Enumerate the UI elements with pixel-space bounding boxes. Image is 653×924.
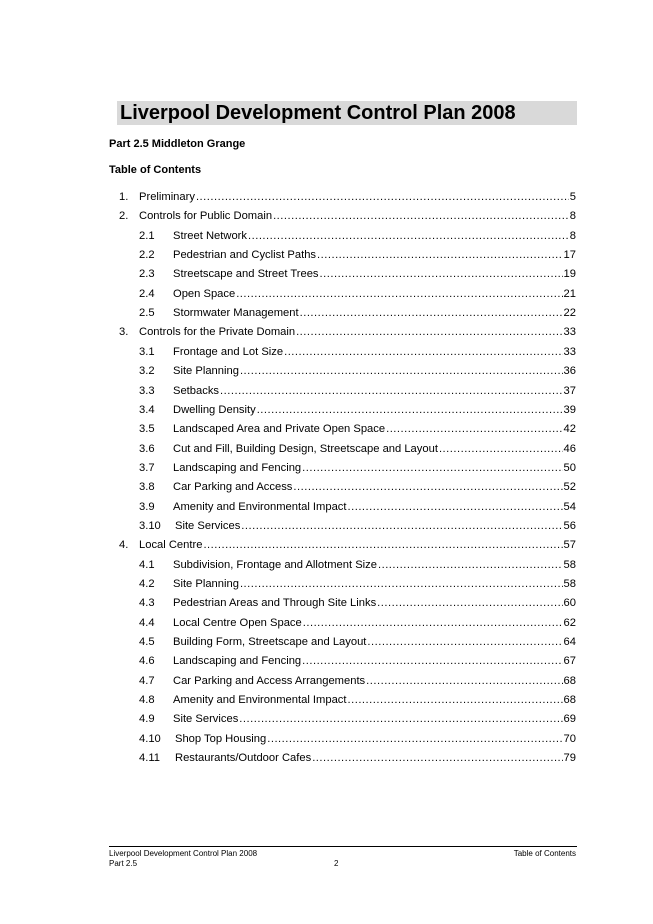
toc-entry[interactable] (139, 440, 576, 459)
toc-entry[interactable] (139, 459, 576, 478)
toc-entry-page: 58 (563, 578, 576, 590)
toc-entry[interactable] (139, 691, 576, 710)
toc-entry-number: 4.7 (139, 674, 155, 687)
toc-entry-page: 42 (563, 423, 576, 436)
toc-entry-page: 33 (563, 326, 576, 339)
toc-entry-page: 17 (563, 249, 576, 262)
toc-entry-number: 3.7 (139, 461, 155, 474)
toc-entry[interactable] (139, 285, 576, 304)
toc-entry-number: 4.2 (139, 578, 155, 590)
toc-leader-dots (378, 556, 563, 575)
toc-entry-page: 70 (563, 732, 576, 745)
toc-entry-page: 79 (563, 752, 576, 765)
toc-leader-dots (367, 633, 562, 652)
toc-leader-dots (284, 343, 562, 362)
toc-entry[interactable] (139, 672, 576, 691)
toc-entry-title: Subdivision, Frontage and Allotment Size (173, 558, 377, 571)
toc-entry-number: 4.3 (139, 597, 155, 610)
toc-entry[interactable] (139, 710, 576, 729)
toc-entry-page: 21 (563, 287, 576, 300)
toc-entry-title: Local Centre (139, 539, 203, 552)
toc-leader-dots (273, 207, 569, 226)
toc-entry-title: Cut and Fill, Building Design, Streetscape and Layout (173, 442, 438, 455)
toc-entry-page: 60 (563, 597, 576, 610)
toc-entry-title: Stormwater Management (173, 307, 299, 320)
toc-entry-number: 3.9 (139, 500, 155, 513)
toc-entry-page: 64 (563, 636, 576, 649)
toc-entry-page: 56 (563, 519, 576, 532)
toc-leader-dots (240, 362, 563, 381)
toc-entry-page: 68 (563, 694, 576, 707)
toc-entry-title: Restaurants/Outdoor Cafes (175, 752, 312, 765)
toc-entry[interactable] (139, 730, 576, 749)
toc-entry-title: Site Planning (173, 578, 239, 590)
toc-entry[interactable] (139, 575, 576, 594)
toc-entry-page: 46 (563, 442, 576, 455)
toc-leader-dots (240, 575, 563, 594)
toc-entry-title: Pedestrian and Cyclist Paths (173, 249, 317, 262)
toc-leader-dots (302, 459, 562, 478)
toc-leader-dots (302, 652, 562, 671)
toc-entry-number: 4.4 (139, 616, 155, 629)
toc-entry[interactable] (139, 227, 576, 246)
toc-entry[interactable] (139, 401, 576, 420)
toc-leader-dots (296, 323, 562, 342)
toc-leader-dots (300, 304, 563, 323)
toc-entry-page: 8 (569, 229, 576, 242)
toc-entry-page: 67 (563, 655, 576, 668)
toc-entry-number: 4.5 (139, 636, 155, 649)
toc-entry-number: 3.10 (139, 519, 161, 532)
toc-entry-page: 37 (563, 384, 576, 397)
footer-page-number: 2 (334, 859, 339, 868)
toc-entry-title: Open Space (173, 287, 236, 300)
toc-entry[interactable] (139, 652, 576, 671)
toc-leader-dots (248, 227, 569, 246)
footer-part: Part 2.5 (109, 859, 138, 868)
toc-leader-dots (312, 749, 562, 768)
toc-entry-title: Building Form, Streetscape and Layout (173, 636, 367, 649)
toc-entry[interactable] (139, 246, 576, 265)
footer-rule (109, 846, 577, 847)
toc-entry[interactable] (139, 343, 576, 362)
toc-entry-title: Preliminary (139, 191, 195, 203)
toc-entry-number: 4.10 (139, 732, 161, 745)
toc-entry-number: 2.3 (139, 268, 155, 281)
toc-entry-title: Car Parking and Access Arrangements (173, 674, 366, 687)
toc-leader-dots (293, 478, 562, 497)
toc-leader-dots (257, 401, 563, 420)
toc-entry-page: 52 (563, 481, 576, 494)
toc-entry-title: Streetscape and Street Trees (173, 268, 319, 281)
toc-entry-title: Site Planning (173, 365, 239, 378)
toc-entry-title: Controls for Public Domain (139, 210, 273, 223)
toc-entry-number: 3.5 (139, 423, 155, 436)
toc-leader-dots (241, 517, 562, 536)
toc-entry-title: Amenity and Environmental Impact (173, 500, 347, 513)
toc-leader-dots (317, 246, 563, 265)
toc-entry[interactable] (139, 594, 576, 613)
toc-entry-number: 3.3 (139, 384, 155, 397)
toc-entry-title: Pedestrian Areas and Through Site Links (173, 597, 377, 610)
toc-entry-title: Local Centre Open Space (173, 616, 302, 629)
toc-entry-page: 39 (563, 403, 576, 416)
toc-entry-number: 4.8 (139, 694, 155, 707)
toc-entry-page: 22 (563, 307, 576, 320)
toc-entry[interactable] (139, 304, 576, 323)
toc-entry-title: Site Services (175, 519, 241, 532)
toc-entry-title: Shop Top Housing (175, 732, 267, 745)
toc-entry-number: 4.11 (139, 752, 160, 765)
toc-leader-dots (377, 594, 562, 613)
toc-entry-page: 8 (569, 210, 576, 223)
toc-entry[interactable] (139, 382, 576, 401)
toc-heading: Table of Contents (109, 164, 202, 176)
footer-doc-title: Liverpool Development Control Plan 2008 (109, 849, 258, 858)
toc-entry-title: Landscaped Area and Private Open Space (173, 423, 386, 436)
toc-entry-page: 57 (563, 539, 576, 552)
toc-entry-number: 4.9 (139, 713, 155, 726)
toc-leader-dots (386, 420, 562, 439)
toc-entry-number: 4. (119, 539, 129, 552)
toc-entry[interactable] (139, 362, 576, 381)
toc-entry-number: 3.6 (139, 442, 155, 455)
toc-leader-dots (220, 382, 563, 401)
toc-entry[interactable] (139, 478, 576, 497)
toc-entry-number: 2.5 (139, 307, 155, 320)
toc-entry[interactable] (119, 188, 576, 207)
toc-entry-number: 2.1 (139, 229, 155, 242)
toc-entry-title: Controls for the Private Domain (139, 326, 296, 339)
toc-entry-title: Dwelling Density (173, 403, 256, 416)
toc-entry-number: 3.2 (139, 365, 155, 378)
toc-entry-number: 3.8 (139, 481, 155, 494)
toc-entry-title: Setbacks (173, 384, 220, 397)
toc-entry-number: 2. (119, 210, 129, 223)
toc-entry[interactable] (139, 265, 576, 284)
toc-entry-number: 1. (119, 191, 129, 203)
toc-leader-dots (267, 730, 562, 749)
toc-entry[interactable] (139, 517, 576, 536)
toc-leader-dots (439, 440, 563, 459)
toc-entry-page: 54 (563, 500, 576, 513)
toc-entry[interactable] (139, 556, 576, 575)
toc-entry-page: 36 (563, 365, 576, 378)
toc-leader-dots (320, 265, 563, 284)
toc-leader-dots (239, 710, 562, 729)
part-subtitle: Part 2.5 Middleton Grange (109, 138, 246, 150)
toc-entry-number: 4.1 (139, 558, 155, 571)
toc-entry-page: 58 (563, 558, 576, 571)
toc-entry-page: 5 (569, 191, 576, 203)
toc-entry-page: 33 (563, 345, 576, 358)
toc-entry-title: Amenity and Environmental Impact (173, 694, 347, 707)
toc-leader-dots (348, 498, 563, 517)
toc-leader-dots (236, 285, 562, 304)
toc-entry-number: 3. (119, 326, 129, 339)
toc-entry[interactable] (139, 614, 576, 633)
toc-leader-dots (203, 536, 562, 555)
toc-entry-title: Landscaping and Fencing (173, 461, 302, 474)
document-title: Liverpool Development Control Plan 2008 (120, 102, 516, 124)
toc-entry-number: 2.2 (139, 249, 155, 262)
toc-entry-page: 68 (563, 674, 576, 687)
toc-entry-number: 4.6 (139, 655, 155, 668)
toc-leader-dots (348, 691, 563, 710)
toc-entry[interactable] (119, 207, 576, 226)
toc-entry[interactable] (139, 633, 576, 652)
toc-entry[interactable] (139, 420, 576, 439)
toc-entry-page: 50 (563, 461, 576, 474)
toc-entry-number: 3.1 (139, 345, 155, 358)
toc-entry-title: Site Services (173, 713, 239, 726)
footer-section: Table of Contents (513, 849, 576, 858)
toc-leader-dots (303, 614, 563, 633)
toc-entry-page: 19 (563, 268, 576, 281)
toc-entry[interactable] (119, 323, 576, 342)
toc-entry-page: 62 (563, 616, 576, 629)
toc-entry-title: Frontage and Lot Size (173, 345, 284, 358)
toc-entry-number: 3.4 (139, 403, 155, 416)
toc-entry[interactable] (139, 749, 576, 768)
toc-entry[interactable] (119, 536, 576, 555)
toc-entry-page: 69 (563, 713, 576, 726)
toc-leader-dots (196, 188, 569, 207)
toc-leader-dots (366, 672, 562, 691)
toc-entry-title: Street Network (173, 229, 247, 242)
toc-entry-title: Landscaping and Fencing (173, 655, 302, 668)
toc-entry-title: Car Parking and Access (173, 481, 293, 494)
toc-entry-number: 2.4 (139, 287, 155, 300)
toc-entry[interactable] (139, 498, 576, 517)
